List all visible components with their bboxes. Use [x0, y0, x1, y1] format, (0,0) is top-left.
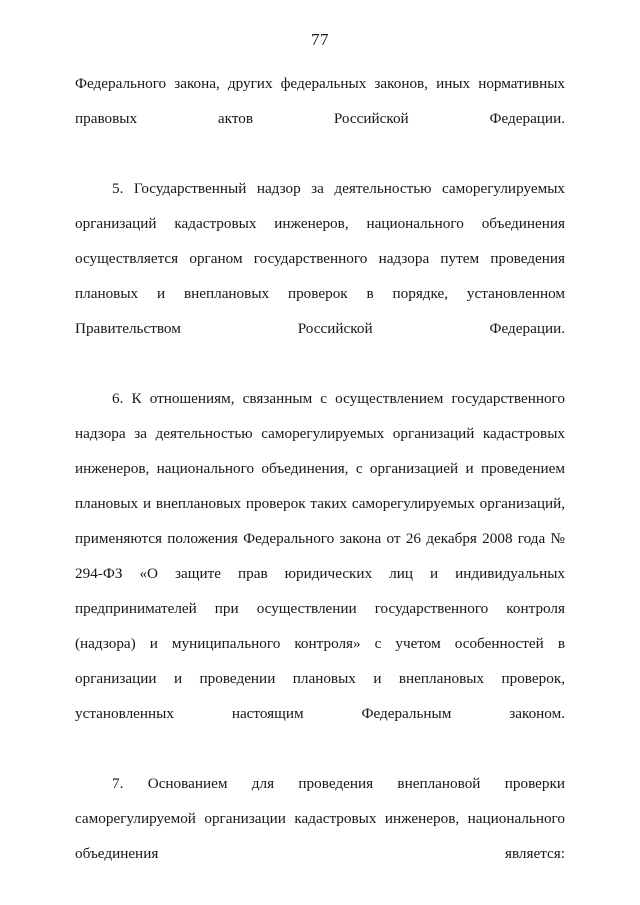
page-body-text: [75, 66, 565, 905]
paragraph-6: 6. К отношениям, связанным с осуществлением государственного надзора за деятельностью саморегулируемых организаций кадастровых инженеров, национального объединения, с организацией и проведением плановых и внеплановых проверок таких саморегулируемых организаций, применяются положения Федерального закона от 26 декабря 2008 года № 294-ФЗ «О защите прав юридических лиц и индивидуальных предпринимателей при осуществлении государственного контроля (надзора) и муниципального контроля» с учетом особенностей в организации и проведении плановых и внеплановых проверок, установленных настоящим Федеральным законом.: [75, 390, 565, 722]
paragraph-7: 7. Основанием для проведения внеплановой проверки саморегулируемой организации кадастровых инженеров, национального объединения является:: [75, 775, 565, 862]
page-number: 77: [311, 30, 329, 49]
paragraph-5: 5. Государственный надзор за деятельностью саморегулируемых организаций кадастровых инженеров, национального объединения осуществляется органом государственного надзора путем проведения плановых и внеплановых проверок в порядке, установленном Правительством Российской Федерации.: [75, 180, 565, 337]
paragraph-continuation: Федерального закона, других федеральных законов, иных нормативных правовых актов Российской Федерации.: [75, 75, 565, 127]
